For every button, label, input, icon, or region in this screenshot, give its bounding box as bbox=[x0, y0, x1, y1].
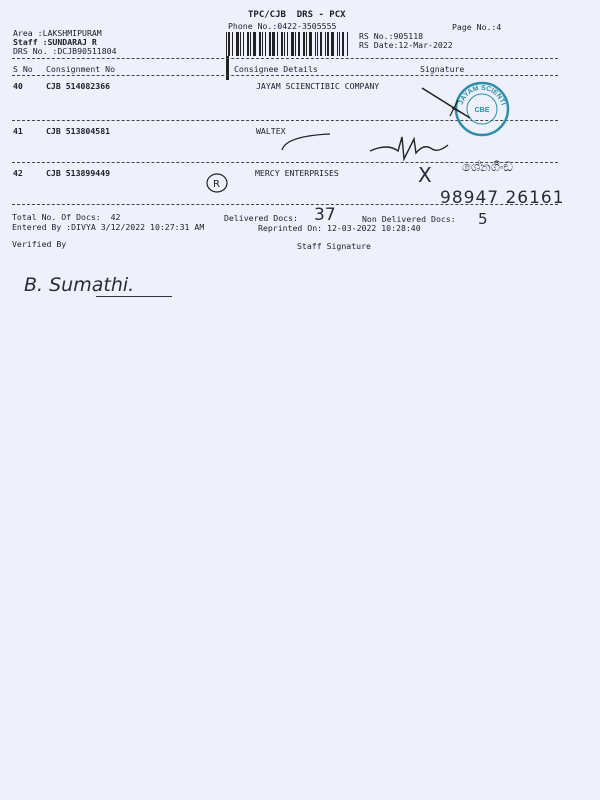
barcode-bar bbox=[265, 32, 266, 56]
row-consignment: CJB 513804581 bbox=[46, 126, 111, 136]
circled-mark bbox=[204, 171, 230, 195]
entered-by: Entered By :DIVYA 3/12/2022 10:27:31 AM bbox=[12, 222, 205, 232]
barcode-bar bbox=[228, 32, 230, 56]
column-consignment: Consignment No bbox=[46, 64, 116, 74]
non-delivered-label: Non Delivered Docs: bbox=[362, 214, 456, 224]
document-title: TPC/CJB DRS - PCX bbox=[248, 10, 346, 20]
stamp-center: CBE bbox=[474, 107, 490, 114]
barcode-bar bbox=[342, 32, 344, 56]
total-docs: Total No. Of Docs: 42 bbox=[12, 212, 121, 222]
barcode-bar bbox=[306, 32, 307, 56]
signature-underline bbox=[96, 296, 172, 297]
area-field: Area :LAKSHMIPURAM bbox=[13, 28, 102, 38]
barcode-bar bbox=[298, 32, 300, 56]
barcode-bar bbox=[339, 32, 340, 56]
barcode-bar bbox=[284, 32, 285, 56]
stamp-text: JAYAM SCIENTI bbox=[457, 84, 507, 107]
row-consignment: CJB 513899449 bbox=[46, 168, 111, 178]
barcode-bar bbox=[315, 32, 316, 56]
phone-number: Phone No.:0422-3505555 bbox=[228, 21, 337, 31]
barcode-bar bbox=[262, 32, 263, 56]
row-sno: 40 bbox=[13, 81, 23, 91]
barcode-bar bbox=[320, 32, 322, 56]
signature-strokes bbox=[420, 86, 480, 126]
handwritten-phone: 98947 26161 bbox=[440, 188, 565, 208]
barcode-bar bbox=[226, 56, 229, 80]
barcode-bar bbox=[295, 32, 296, 56]
barcode-bar bbox=[226, 32, 227, 56]
row-consignee: MERCY ENTERPRISES bbox=[255, 168, 339, 178]
barcode-bar bbox=[281, 32, 283, 56]
barcode-bar bbox=[247, 32, 249, 56]
barcode-bar bbox=[317, 32, 318, 56]
delivered-value: 37 bbox=[314, 205, 336, 225]
cross-mark: X bbox=[418, 163, 432, 187]
row-sno: 42 bbox=[13, 168, 23, 178]
barcode-bar bbox=[269, 32, 271, 56]
divider bbox=[12, 58, 558, 59]
barcode-bar bbox=[291, 32, 294, 56]
row-consignee: JAYAM SCIENCTIBIC COMPANY bbox=[256, 81, 380, 91]
row-consignment: CJB 514082366 bbox=[46, 81, 111, 91]
rs-date: RS Date:12-Mar-2022 bbox=[359, 40, 453, 50]
handwritten-name: ශේනගිංඞ bbox=[462, 160, 513, 175]
barcode-bar bbox=[253, 32, 256, 56]
barcode bbox=[226, 32, 350, 56]
barcode-bar bbox=[331, 32, 334, 56]
column-consignee: Consignee Details bbox=[234, 64, 318, 74]
verified-by-label: Verified By bbox=[12, 239, 67, 249]
divider bbox=[12, 75, 558, 76]
row-sno: 41 bbox=[13, 126, 23, 136]
staff-signature-label: Staff Signature bbox=[297, 241, 371, 251]
barcode-bar bbox=[250, 32, 251, 56]
row-consignee: WALTEX bbox=[256, 126, 286, 136]
barcode-bar bbox=[236, 32, 239, 56]
column-signature: Signature bbox=[420, 64, 465, 74]
verifier-signature: B. Sumathi. bbox=[24, 274, 135, 296]
delivered-label: Delivered Docs: bbox=[224, 213, 298, 223]
barcode-bar bbox=[325, 32, 326, 56]
staff-field: Staff :SUNDARAJ R bbox=[13, 37, 97, 47]
signature-strokes bbox=[368, 133, 458, 163]
reprinted-on: Reprinted On: 12-03-2022 10:28:40 bbox=[258, 223, 421, 233]
drs-number: DRS No. :DCJB90511804 bbox=[13, 46, 117, 56]
barcode-bar bbox=[327, 32, 329, 56]
barcode-bar bbox=[240, 32, 241, 56]
page-number: Page No.:4 bbox=[452, 22, 502, 32]
barcode-bar bbox=[277, 32, 278, 56]
barcode-bar bbox=[259, 32, 261, 56]
barcode-bar bbox=[287, 32, 288, 56]
barcode-bar bbox=[347, 32, 348, 56]
barcode-bar bbox=[232, 32, 233, 56]
barcode-bar bbox=[243, 32, 244, 56]
svg-text:R: R bbox=[213, 179, 220, 190]
barcode-bar bbox=[309, 32, 312, 56]
barcode-bar bbox=[303, 32, 305, 56]
rs-number: RS No.:905118 bbox=[359, 31, 424, 41]
barcode-bar bbox=[272, 32, 275, 56]
barcode-bar bbox=[337, 32, 338, 56]
non-delivered-value: 5 bbox=[478, 210, 488, 228]
column-sno: S No bbox=[13, 64, 33, 74]
signature-strokes bbox=[280, 130, 340, 155]
